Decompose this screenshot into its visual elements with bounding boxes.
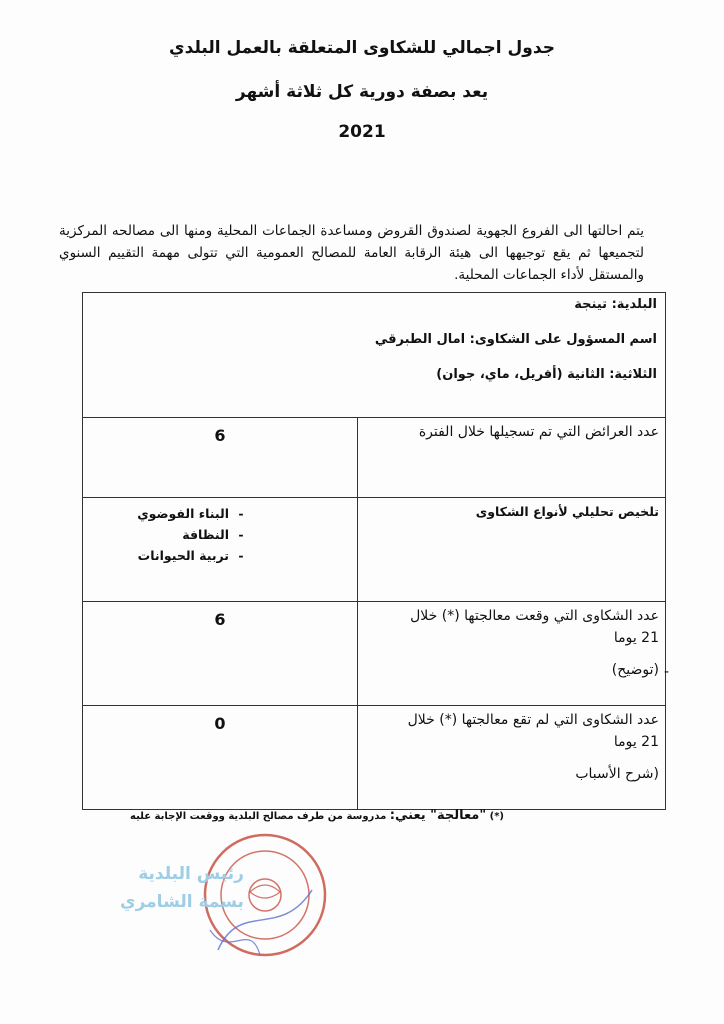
header-cell bbox=[83, 293, 666, 418]
document-year: 2021 bbox=[338, 122, 386, 142]
row-label: عدد الشكاوى التي لم تقع معالجتها (*) خلال 21 يوما (شرح الأسباب bbox=[358, 706, 666, 810]
intro-paragraph: يتم احالتها الى الفروع الجهوية لصندوق القروض ومساعدة الجماعات المحلية ومنها الى مصالحه المركزية لتجميعها ثم يقع توجيهها الى هيئة الرقابة العامة للمصالح العمومية التي تتولى مهمة التقييم السنوي والمستقل لأداء الجماعات المحلية. bbox=[59, 222, 644, 283]
signature-block: رئيس البلدية بسمة الشامري bbox=[120, 864, 244, 912]
table-row bbox=[83, 602, 666, 706]
table-row bbox=[83, 498, 666, 602]
stray-mark: - bbox=[664, 664, 670, 680]
complaints-table bbox=[82, 292, 666, 810]
list-item: - البناء الفوضوي bbox=[97, 506, 253, 521]
officer-label: اسم المسؤول على الشكاوى: امال الطبرقي bbox=[374, 332, 657, 347]
list-item: - النظافة bbox=[97, 527, 253, 542]
row-label: عدد العرائض التي تم تسجيلها خلال الفترة bbox=[358, 418, 666, 498]
row-value: 0 bbox=[83, 706, 358, 810]
quarter-label: الثلاثية: الثانية (أفريل، ماي، جوان) bbox=[436, 367, 657, 382]
table-header-row bbox=[83, 293, 666, 418]
list-item: - تربية الحيوانات bbox=[97, 548, 253, 563]
footnote: (*) "معالجة" يعني: مدروسة من طرف مصالح البلدية ووقعت الإجابة عليه bbox=[130, 808, 504, 823]
row-value: 6 bbox=[83, 418, 358, 498]
row-value bbox=[83, 498, 358, 602]
complaint-types-list bbox=[97, 506, 253, 563]
row-value: 6 bbox=[83, 602, 358, 706]
document-title: جدول اجمالي للشكاوى المتعلقة بالعمل البلدي bbox=[169, 38, 555, 58]
table-row bbox=[83, 418, 666, 498]
document-subtitle: يعد بصفة دورية كل ثلاثة أشهر bbox=[235, 82, 489, 102]
table-row bbox=[83, 706, 666, 810]
row-label: عدد الشكاوى التي وقعت معالجتها (*) خلال 21 يوما (توضيح) bbox=[358, 602, 666, 706]
row-label: تلخيص تحليلي لأنواع الشكاوى bbox=[358, 498, 666, 602]
municipality-label: البلدية: تينجة bbox=[574, 297, 657, 312]
